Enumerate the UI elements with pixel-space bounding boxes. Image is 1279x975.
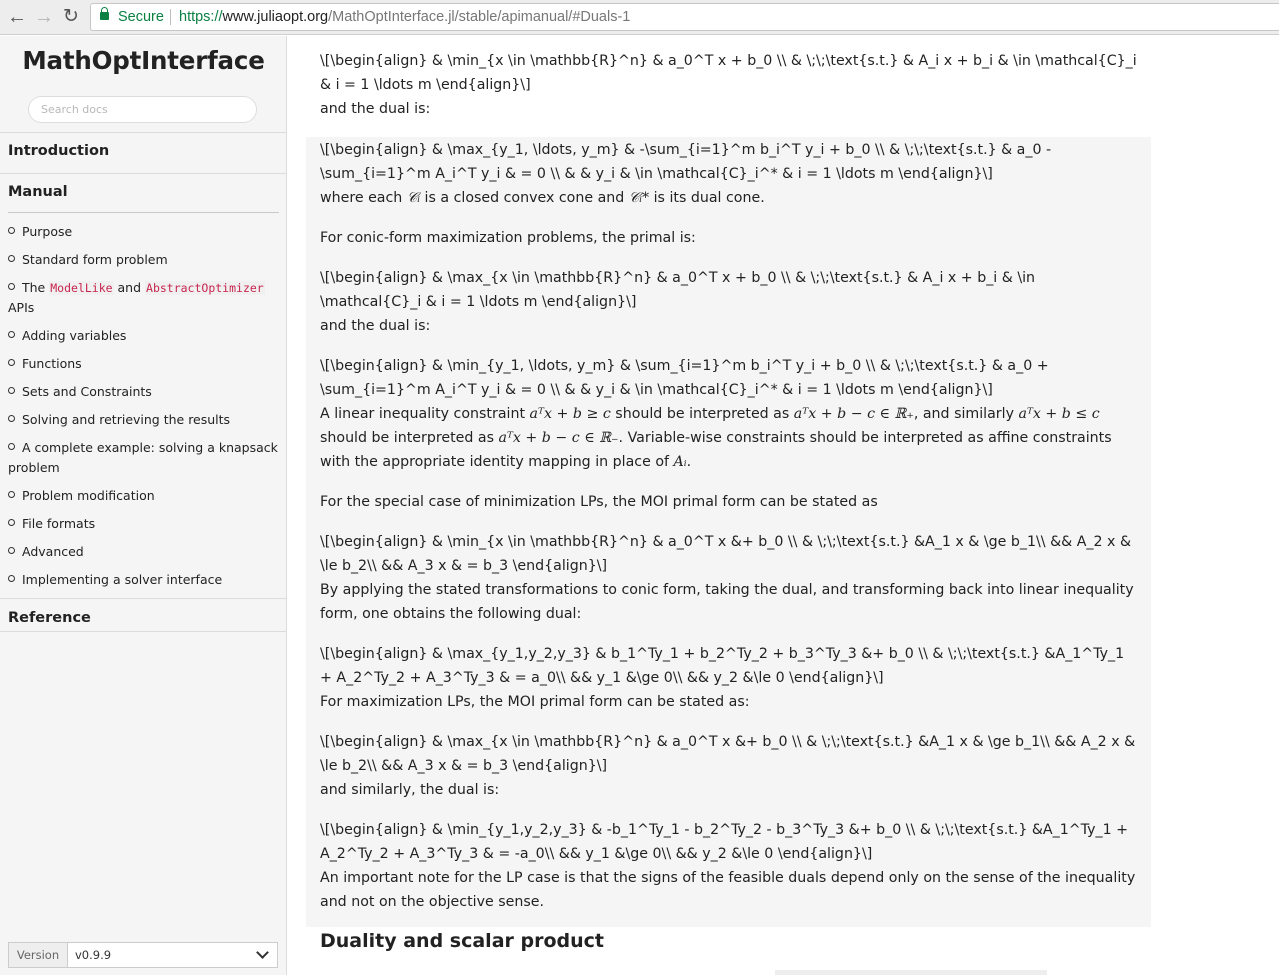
math-source: \[\begin{align} & \min_{x \in \mathbb{R}^n} & a_0^T x + b_0 \\ & \;\;\text{s.t.} & A_i x + b_i & \in \mathcal{C}_i & i = 1 \ldots m \end{align}\] bbox=[320, 53, 1137, 93]
nav-item-label: File formats bbox=[22, 516, 96, 531]
math-source: \[\begin{align} & \max_{x \in \mathbb{R}^n} & a_0^T x &+ b_0 \\ & \;\;\text{s.t.} &A_1 x & \ge b_1\\ && A_2 x & \le b_2\\ && A_3 x & = b_3 \end{align}\] bbox=[320, 734, 1136, 774]
content-block bbox=[306, 49, 1151, 121]
address-separator bbox=[170, 9, 171, 25]
reload-icon[interactable]: ↻ bbox=[63, 6, 79, 27]
nav-item-label: Functions bbox=[22, 356, 82, 371]
divider bbox=[0, 631, 287, 632]
nav-item-solver-interface[interactable] bbox=[8, 570, 278, 590]
docs-sidebar bbox=[0, 36, 287, 975]
secure-label: Secure bbox=[118, 9, 164, 25]
paragraph bbox=[306, 402, 1151, 474]
paragraph: For the special case of minimization LPs, the MOI primal form can be stated as bbox=[320, 494, 878, 510]
nav-item-label-mid: and bbox=[113, 280, 146, 295]
code-block-edge bbox=[775, 970, 1047, 975]
bullet-icon bbox=[8, 491, 15, 498]
paragraph: and similarly, the dual is: bbox=[320, 782, 500, 798]
math-source: \[\begin{align} & \min_{y_1,y_2,y_3} & -b_1^Ty_1 - b_2^Ty_2 - b_3^Ty_3 &+ b_0 \\ & \;\;\text{s.t.} &A_1^Ty_1 + A_2^Ty_2 + A_3^Ty_3 & = -a_0\\ && y_1 &\ge 0\\ && y_2 &\le 0 \end{align}\] bbox=[320, 822, 1128, 862]
nav-manual[interactable]: Manual bbox=[8, 184, 68, 200]
math-inline: aᵀx + b ≤ c bbox=[1018, 406, 1100, 422]
back-arrow-icon[interactable]: ← bbox=[7, 6, 27, 28]
bullet-icon bbox=[8, 331, 15, 338]
paragraph: For conic-form maximization problems, the primal is: bbox=[320, 230, 696, 246]
paragraph: By applying the stated transformations to conic form, taking the dual, and transforming back into linear inequality form, one obtains the following dual: bbox=[320, 582, 1134, 622]
paragraph bbox=[306, 186, 1151, 210]
version-label: Version bbox=[9, 943, 68, 967]
bullet-icon bbox=[8, 519, 15, 526]
text: , and similarly bbox=[913, 406, 1019, 422]
text: . bbox=[686, 454, 692, 470]
text: where each bbox=[320, 190, 407, 206]
nav-item-problem-modification[interactable] bbox=[8, 486, 278, 506]
bullet-icon bbox=[8, 415, 15, 422]
math-source: \[\begin{align} & \min_{x \in \mathbb{R}^n} & a_0^T x &+ b_0 \\ & \;\;\text{s.t.} &A_1 x & \ge b_1\\ && A_2 x & \le b_2\\ && A_3 x & = b_3 \end{align}\] bbox=[320, 534, 1132, 574]
text: is its dual cone. bbox=[649, 190, 765, 206]
highlighted-block bbox=[306, 137, 1151, 927]
nav-item-label: Problem modification bbox=[22, 488, 155, 503]
nav-item-label: Solving and retrieving the results bbox=[22, 412, 231, 427]
nav-item-sets-constraints[interactable] bbox=[8, 382, 278, 402]
url-scheme: https:// bbox=[179, 9, 223, 25]
nav-item-functions[interactable] bbox=[8, 354, 278, 374]
nav-item-label: Advanced bbox=[22, 544, 84, 559]
math-source: \[\begin{align} & \max_{x \in \mathbb{R}^n} & a_0^T x + b_0 \\ & \;\;\text{s.t.} & A_i x + b_i & \in \mathcal{C}_i & i = 1 \ldots m \end{align}\] bbox=[320, 270, 1036, 310]
search-input[interactable] bbox=[28, 96, 257, 123]
nav-reference[interactable]: Reference bbox=[8, 610, 91, 626]
text: should be interpreted as bbox=[320, 430, 499, 446]
site-title[interactable]: MathOptInterface bbox=[22, 46, 265, 75]
nav-item-label-post: APIs bbox=[8, 300, 35, 315]
math-source: \[\begin{align} & \max_{y_1,y_2,y_3} & b_1^Ty_1 + b_2^Ty_2 + b_3^Ty_3 &+ b_0 \\ & \;\;\text{s.t.} &A_1^Ty_1 + A_2^Ty_2 + A_3^Ty_3 & = a_0\\ && y_1 &\ge 0\\ && y_2 &\le 0 \end{align}\] bbox=[320, 646, 1125, 686]
nav-item-label: A complete example: solving a knapsack problem bbox=[8, 440, 278, 475]
paragraph: For maximization LPs, the MOI primal form can be stated as: bbox=[320, 694, 750, 710]
math-inline: aᵀx + b − c ∈ ℝ₋ bbox=[498, 430, 619, 446]
url-path: /MathOptInterface.jl/stable/apimanual/#Duals-1 bbox=[328, 9, 631, 25]
math-inline: 𝒞ᵢ* bbox=[628, 190, 650, 206]
nav-item-advanced[interactable] bbox=[8, 542, 278, 562]
code-abstractoptimizer: AbstractOptimizer bbox=[146, 281, 264, 295]
text: is a closed convex cone and bbox=[420, 190, 629, 206]
nav-item-label: Sets and Constraints bbox=[22, 384, 152, 399]
math-inline: Aᵢ bbox=[673, 454, 687, 470]
bullet-icon bbox=[8, 443, 15, 450]
text: should be interpreted as bbox=[610, 406, 794, 422]
version-value: v0.9.9 bbox=[75, 948, 112, 962]
bullet-icon bbox=[8, 283, 15, 290]
nav-item-label: Standard form problem bbox=[22, 252, 168, 267]
nav-introduction[interactable]: Introduction bbox=[8, 143, 110, 159]
manual-underline bbox=[8, 212, 279, 213]
address-bar[interactable] bbox=[90, 3, 1279, 31]
url-host: www.juliaopt.org bbox=[222, 9, 329, 25]
chevron-down-icon bbox=[256, 946, 269, 959]
bullet-icon bbox=[8, 227, 15, 234]
version-selector[interactable] bbox=[8, 942, 278, 968]
nav-item-label-pre: The bbox=[22, 280, 50, 295]
paragraph: An important note for the LP case is that the signs of the feasible duals depend only on the sense of the inequality and not on the objective sense. bbox=[320, 870, 1136, 910]
browser-toolbar bbox=[0, 0, 1279, 35]
divider bbox=[0, 173, 287, 174]
math-source: \[\begin{align} & \min_{y_1, \ldots, y_m} & \sum_{i=1}^m b_i^T y_i + b_0 \\ & \;\;\text{s.t.} & a_0 + \sum_{i=1}^m A_i^T y_i & = 0 \\ & & y_i & \in \mathcal{C}_i^* & i = 1 \ldots m \end{align}\] bbox=[320, 358, 1049, 398]
nav-item-file-formats[interactable] bbox=[8, 514, 278, 534]
nav-item-modellike-apis[interactable] bbox=[8, 278, 278, 318]
code-modellike: ModelLike bbox=[50, 281, 113, 295]
nav-item-solving[interactable] bbox=[8, 410, 278, 430]
nav-item-standard-form[interactable] bbox=[8, 250, 278, 270]
bullet-icon bbox=[8, 359, 15, 366]
text: . Variable-wise constraints should be interpreted as affine constraints with the appropriate identity mapping in place of bbox=[320, 430, 1112, 470]
math-inline: 𝒞ᵢ bbox=[406, 190, 421, 206]
nav-item-knapsack-example[interactable] bbox=[8, 438, 278, 478]
nav-item-label: Adding variables bbox=[22, 328, 127, 343]
paragraph: and the dual is: bbox=[320, 318, 431, 334]
url-text[interactable] bbox=[179, 4, 630, 30]
lock-icon bbox=[100, 12, 109, 20]
nav-item-adding-variables[interactable] bbox=[8, 326, 278, 346]
forward-arrow-icon[interactable]: → bbox=[34, 6, 54, 28]
math-inline: aᵀx + b − c ∈ ℝ₊ bbox=[793, 406, 914, 422]
divider bbox=[0, 598, 287, 599]
math-source: \[\begin{align} & \max_{y_1, \ldots, y_m} & -\sum_{i=1}^m b_i^T y_i + b_0 \\ & \;\;\text{s.t.} & a_0 - \sum_{i=1}^m A_i^T y_i & = 0 \\ & & y_i & \in \mathcal{C}_i^* & i = 1 \ldots m \end{align}\] bbox=[320, 142, 1052, 182]
section-heading: Duality and scalar product bbox=[320, 930, 604, 952]
nav-item-purpose[interactable] bbox=[8, 222, 278, 242]
bullet-icon bbox=[8, 547, 15, 554]
nav-item-label: Implementing a solver interface bbox=[22, 572, 223, 587]
paragraph: and the dual is: bbox=[320, 101, 431, 117]
bullet-icon bbox=[8, 575, 15, 582]
bullet-icon bbox=[8, 387, 15, 394]
divider bbox=[0, 132, 287, 133]
bullet-icon bbox=[8, 255, 15, 262]
text: A linear inequality constraint bbox=[320, 406, 530, 422]
math-inline: aᵀx + b ≥ c bbox=[529, 406, 611, 422]
nav-item-label: Purpose bbox=[22, 224, 73, 239]
